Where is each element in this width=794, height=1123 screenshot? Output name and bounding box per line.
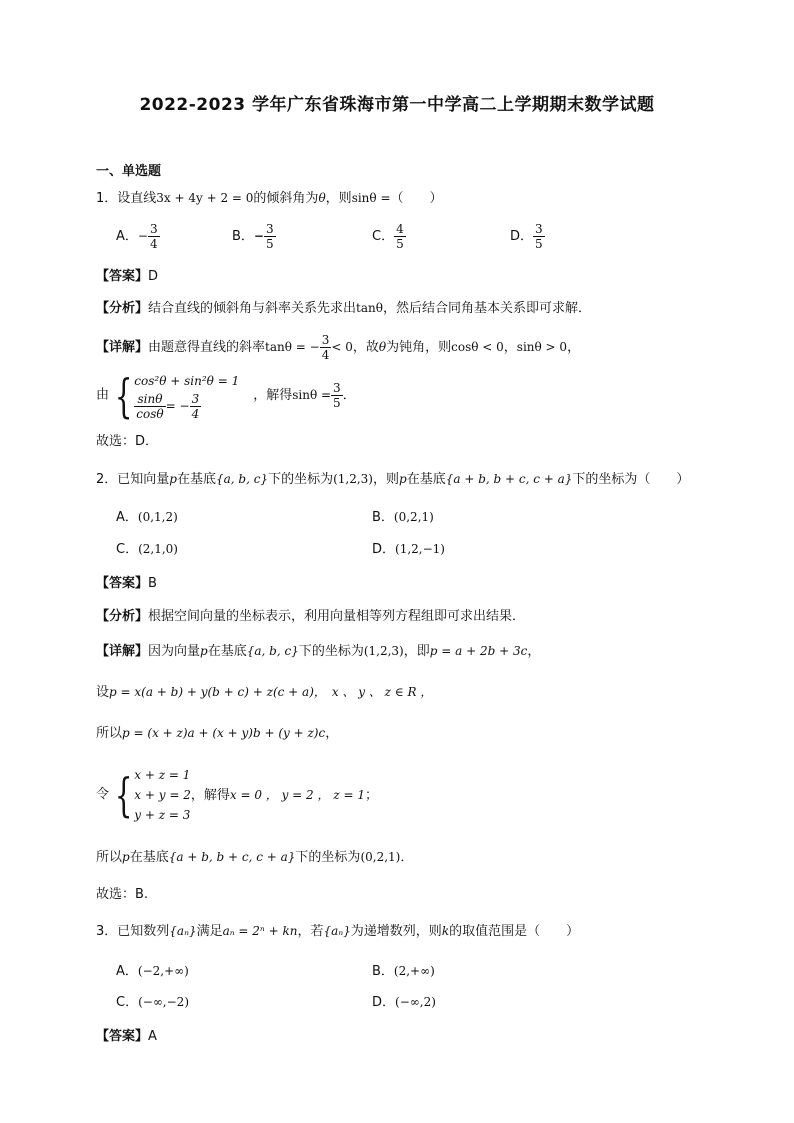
q1-option-b[interactable]: B．− $\frac{3}{5}$ [232,222,274,251]
q1-choose: 故选：D． [96,434,159,449]
page-title: 2022-2023 学年广东省珠海市第一中学高二上学期期末数学试题 [139,95,655,115]
q2-option-d[interactable]: D．(1,2,−1) [372,542,445,557]
q3-option-c[interactable]: C．(−∞,−2) [116,995,189,1010]
q2-system: 令 { x + z = 1 x + y = 2 y + z = 3 ，解得x = 0 ， y = 2 ， z = 1； [96,768,378,822]
q1-analysis: 【分析】结合直线的倾斜角与斜率关系先求出tanθ，然后结合同角基本关系即可求解． [96,301,591,316]
q1-answer: 【答案】D [96,269,159,284]
q1-detail: 【详解】由题意得直线的斜率tanθ = − $\frac{3}{4}$ < 0，故θ为钝角，则cosθ < 0，sinθ > 0， [96,333,581,362]
section-heading: 一、单选题 [96,164,162,179]
q2-option-b[interactable]: B．(0,2,1) [372,510,434,525]
q2-option-c[interactable]: C．(2,1,0) [116,542,178,557]
question-1-stem: 1．设直线3x + 4y + 2 = 0的倾斜角为θ，则sinθ =（ ） [96,191,443,206]
q2-final: 所以p在基底{a + b, b + c, c + a}下的坐标为(0,2,1)． [96,850,414,865]
q3-answer: 【答案】A [96,1029,157,1044]
q1-option-a[interactable]: A．− $\frac{3}{4}$ [116,222,158,251]
q2-option-a[interactable]: A．(0,1,2) [116,510,178,525]
q2-so: 所以p = (x + z)a + (x + y)b + (y + z)c， [96,726,339,741]
q3-option-d[interactable]: D．(−∞,2) [372,995,436,1010]
q1-system: 由 { cos²θ + sin²θ = 1 $\frac{\sin\theta}{\cos\theta}$ = − $\frac{3}{4}$ ，解得sinθ = $\frac{3}{5}$ ． [96,368,356,423]
q3-option-b[interactable]: B．(2,+∞) [372,964,435,979]
q3-option-a[interactable]: A．(−2,+∞) [116,964,189,979]
q2-setup: 设p = x(a + b) + y(b + c) + z(c + a)， x 、 y 、 z ∈ R ， [96,685,433,700]
q1-option-c[interactable]: C． $\frac{4}{5}$ [372,222,404,251]
q2-detail: 【详解】因为向量p在基底{a, b, c}下的坐标为(1,2,3)，即p = a + 2b + 3c， [96,644,541,659]
q1-option-d[interactable]: D． $\frac{3}{5}$ [510,222,543,251]
q2-choose: 故选：B. [96,887,149,902]
question-3-stem: 3．已知数列{aₙ}满足aₙ = 2ⁿ + kn，若{aₙ}为递增数列，则k的取值范围是（ ） [96,924,580,939]
question-2-stem: 2．已知向量p在基底{a, b, c}下的坐标为(1,2,3)，则p在基底{a + b, b + c, c + a}下的坐标为（ ） [96,472,690,487]
q2-analysis: 【分析】根据空间向量的坐标表示，利用向量相等列方程组即可求出结果． [96,609,526,624]
q2-answer: 【答案】B [96,576,157,591]
